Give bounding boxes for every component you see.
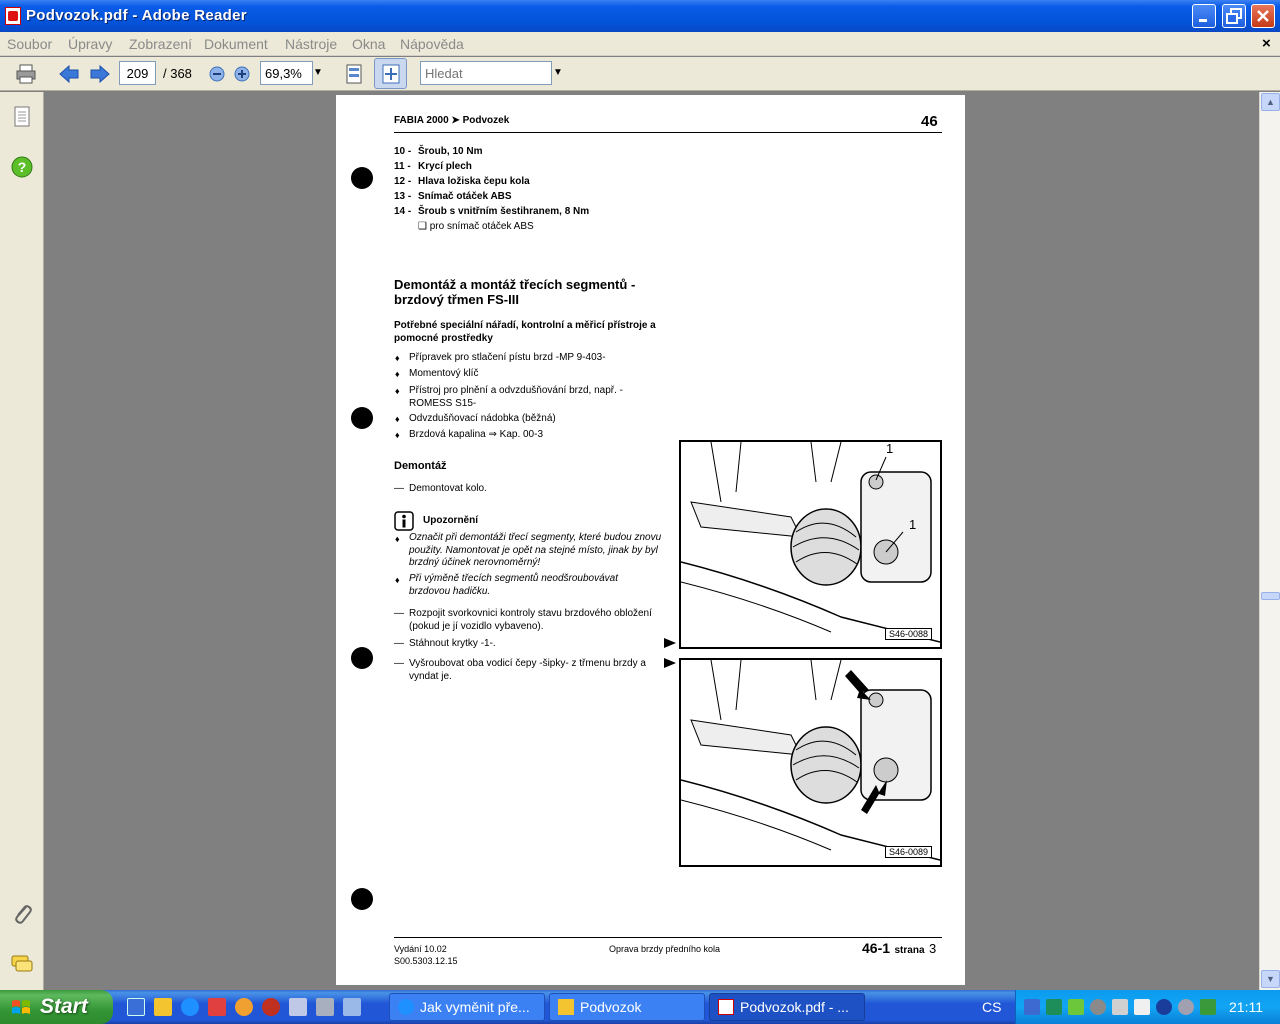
system-tray [1015, 990, 1280, 1024]
clock: 21:11 [1229, 999, 1263, 1015]
print-icon[interactable] [15, 63, 37, 85]
figure-brake-caliper-2 [679, 658, 942, 867]
comments-icon[interactable] [10, 954, 34, 974]
vertical-scrollbar[interactable] [1259, 92, 1280, 990]
binder-hole [351, 167, 373, 189]
toolbar [0, 57, 1280, 91]
binder-hole [351, 647, 373, 669]
bullet-icon: ♦ [395, 353, 400, 363]
media-player-icon[interactable] [235, 998, 253, 1016]
demontaz-title: Demontáž [394, 460, 447, 472]
document-close-button[interactable]: × [1262, 35, 1271, 52]
dash: — [394, 658, 404, 669]
language-indicator[interactable]: CS [982, 999, 1002, 1015]
menu-soubor[interactable]: Soubor [7, 36, 53, 52]
section-title: Demontáž a montáž třecích segmentů - brzdový třmen FS-III [394, 277, 636, 307]
note-title: Upozornění [423, 515, 478, 526]
page-section-number: 46 [921, 113, 938, 130]
figure-brake-caliper-1 [679, 440, 942, 649]
figure-label: S46-0089 [885, 846, 932, 858]
bullet-icon: ♦ [395, 369, 400, 379]
footer-page-code: 46-1 [862, 940, 891, 956]
tray-app-icon[interactable] [1178, 999, 1194, 1015]
callout-number: 1 [909, 517, 917, 532]
start-button[interactable] [0, 990, 113, 1024]
scroll-thumb[interactable] [1261, 592, 1280, 600]
next-page-icon[interactable] [89, 63, 111, 85]
zoom-dropdown-icon[interactable]: ▼ [313, 67, 323, 78]
computer-icon[interactable] [316, 998, 334, 1016]
tray-app-icon[interactable] [1068, 999, 1084, 1015]
navigation-pane [0, 92, 44, 990]
explorer-icon[interactable] [154, 998, 172, 1016]
tray-app-icon[interactable] [1200, 999, 1216, 1015]
zoom-out-icon[interactable] [208, 65, 226, 83]
menu-nastroje[interactable]: Nástroje [285, 36, 338, 52]
brake-caliper-drawing [681, 442, 940, 647]
footer-code: S00.5303.12.15 [394, 956, 458, 966]
step: Demontovat kolo. [409, 483, 487, 494]
help-icon[interactable] [11, 156, 33, 178]
note-item: Při výměně třecích segmentů neodšroubovávat brzdovou hadičku. [409, 573, 618, 597]
taskbar [0, 990, 1280, 1024]
step: Vyšroubovat oba vodicí čepy -šipky- z třmenu brzdy a vyndat je. [409, 658, 646, 682]
menu-zobrazeni[interactable]: Zobrazení [129, 36, 193, 52]
page-total: / 368 [163, 66, 192, 81]
menu-bar [0, 32, 1280, 56]
svg-text:?: ? [17, 159, 27, 175]
footer-chapter: Oprava brzdy předního kola [609, 944, 721, 954]
minimize-button[interactable] [1192, 4, 1216, 28]
tray-app-icon[interactable] [1046, 999, 1062, 1015]
close-icon [1252, 5, 1274, 27]
menu-napoveda[interactable]: Nápověda [400, 36, 464, 52]
step: Rozpojit svorkovnici kontroly stavu brzdového obložení (pokud je jí vozidlo vybaveno). [409, 608, 652, 632]
network-icon[interactable] [343, 998, 361, 1016]
window-title: Podvozok.pdf - Adobe Reader [26, 7, 247, 24]
menu-dokument[interactable]: Dokument [204, 36, 268, 52]
fit-page-button[interactable] [374, 58, 407, 89]
part-text: Šroub s vnitřním šestihranem, 8 Nm [418, 206, 590, 217]
footer-strana: strana [894, 945, 925, 956]
prev-page-icon[interactable] [58, 63, 80, 85]
document-area[interactable] [45, 92, 1259, 990]
tool-item: Odvzdušňovací nádobka (běžná) [409, 413, 556, 424]
scroll-down-button[interactable]: ▼ [1261, 970, 1280, 988]
header-rule [394, 132, 942, 133]
part-num: 12 - [394, 176, 412, 187]
notepad-icon[interactable] [289, 998, 307, 1016]
part-text: Snímač otáček ABS [418, 191, 512, 202]
part-num: 11 - [394, 161, 411, 172]
task-label: Jak vyměnit pře... [420, 999, 530, 1015]
adobe-reader-icon [5, 7, 21, 25]
app-icon[interactable] [208, 998, 226, 1016]
attachment-icon[interactable] [11, 902, 33, 926]
part-num: 14 - [394, 206, 412, 217]
restore-icon [1223, 5, 1245, 27]
task-folder[interactable] [549, 993, 705, 1021]
scroll-up-button[interactable]: ▲ [1261, 93, 1280, 111]
bullet-icon: ♦ [395, 430, 400, 440]
callout-number: 1 [886, 441, 894, 456]
footer-rule [394, 937, 942, 938]
step: Stáhnout krytky -1-. [409, 638, 496, 649]
binder-hole [351, 407, 373, 429]
maximize-button[interactable] [1222, 4, 1246, 28]
start-label: Start [40, 995, 88, 1018]
part-text: Krycí plech [418, 161, 472, 172]
zoom-input[interactable] [260, 61, 313, 85]
task-browser[interactable] [389, 993, 545, 1021]
title-bar[interactable] [0, 0, 1280, 32]
tools-title: Potřebné speciální nářadí, kontrolní a měřicí přístroje a pomocné prostředky [394, 320, 656, 344]
part-text: Šroub, 10 Nm [418, 146, 483, 157]
bullet-icon: ♦ [395, 386, 400, 396]
firefox-icon[interactable] [262, 998, 280, 1016]
part-text: Hlava ložiska čepu kola [418, 176, 530, 187]
tray-app-icon[interactable] [1134, 999, 1150, 1015]
pdf-page [336, 95, 965, 985]
brake-caliper-drawing [681, 660, 940, 865]
tray-app-icon[interactable] [1024, 999, 1040, 1015]
tool-item: Přístroj pro plnění a odvzdušňování brzd, např. -ROMESS S15- [409, 385, 624, 409]
task-label: Podvozok.pdf - ... [740, 999, 849, 1015]
minimize-icon [1193, 5, 1215, 27]
tray-app-icon[interactable] [1090, 999, 1106, 1015]
part-subnote: ❑ pro snímač otáček ABS [418, 221, 534, 232]
search-input[interactable] [420, 61, 552, 85]
note-item: Označit při demontáži třecí segmenty, které budou znovu použity. Namontovat je opět na stejné místo, jinak by byl brzdný účinek nerovnoměrný! [409, 532, 662, 568]
tray-app-icon[interactable] [1156, 999, 1172, 1015]
search-dropdown-icon[interactable]: ▼ [553, 67, 563, 78]
footer-page-num: 3 [928, 941, 937, 956]
footer-edition: Vydání 10.02 [394, 944, 447, 954]
footer-page-ref [862, 940, 936, 958]
dash: — [394, 608, 404, 619]
zoom-in-icon[interactable] [233, 65, 251, 83]
dash: — [394, 483, 404, 494]
browser-icon [398, 999, 414, 1015]
bullet-icon: ♦ [395, 534, 400, 544]
bullet-icon: ♦ [395, 414, 400, 424]
close-button[interactable] [1251, 4, 1275, 28]
fit-width-icon[interactable] [343, 63, 365, 85]
page-number-input[interactable] [119, 61, 156, 85]
task-label: Podvozok [580, 999, 642, 1015]
dash: — [394, 638, 404, 649]
menu-upravy[interactable]: Úpravy [68, 36, 113, 52]
figure-pointer-icon [664, 658, 676, 668]
folder-icon [558, 999, 574, 1015]
tray-app-icon[interactable] [1112, 999, 1128, 1015]
page-header: FABIA 2000 ➤ Podvozek [394, 115, 510, 126]
info-icon [394, 511, 414, 531]
desktop-icon[interactable] [127, 998, 145, 1016]
task-pdf[interactable] [709, 993, 865, 1021]
menu-okna[interactable]: Okna [352, 36, 386, 52]
ie-icon[interactable] [181, 998, 199, 1016]
part-num: 13 - [394, 191, 412, 202]
bullet-icon: ♦ [395, 575, 400, 585]
windows-flag-icon [11, 998, 31, 1016]
binder-hole [351, 888, 373, 910]
tool-item: Brzdová kapalina ⇒ Kap. 00-3 [409, 429, 544, 440]
part-num: 10 - [394, 146, 412, 157]
pdf-icon [718, 999, 734, 1015]
fit-page-icon [380, 63, 402, 85]
tool-item: Přípravek pro stlačení pístu brzd -MP 9-403- [409, 352, 606, 363]
figure-label: S46-0088 [885, 628, 932, 640]
pages-icon[interactable] [12, 106, 32, 128]
tool-item: Momentový klíč [409, 368, 479, 379]
figure-pointer-icon [664, 638, 676, 648]
